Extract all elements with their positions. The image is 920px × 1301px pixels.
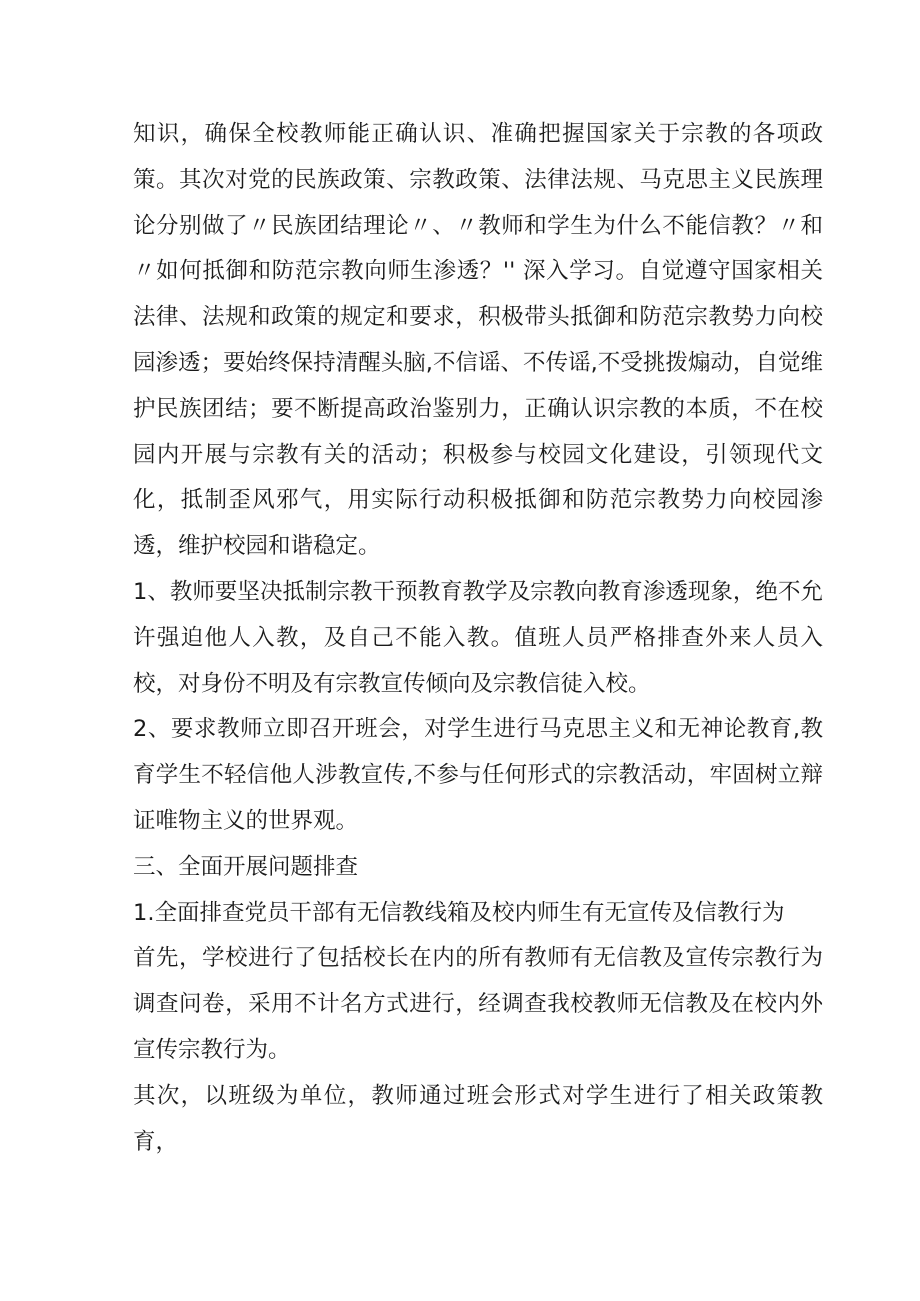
document-body [133,112,823,1165]
paragraph-item-1-resist-religion: 1、教师要坚决抵制宗教干预教育教学及宗教向教育渗透现象，绝不允许强迫他人入教，及自己不能入教。值班人员严格排查外来人员入校，对身份不明及有宗教宣传倾向及宗教信徒入校。 [133,578,823,697]
section-heading-investigation: 三、全面开展问题排查 [133,853,359,880]
subheading-investigation-1: 1.全面排查党员干部有无信教线箱及校内师生有无宣传及信教行为 [133,899,785,926]
paragraph-teacher-survey: 首先，学校进行了包括校长在内的所有教师有无信教及宣传宗教行为调查问卷，采用不计名方式进行，经调查我校教师无信教及在校内外宣传宗教行为。 [133,945,823,1063]
paragraph-item-2-class-meeting: 2、要求教师立即召开班会，对学生进行马克思主义和无神论教育,教育学生不轻信他人涉教宣传,不参与任何形式的宗教活动，牢固树立辩证唯物主义的世界观。 [133,716,823,834]
paragraph-policy-study: 知识，确保全校教师能正确认识、准确把握国家关于宗教的各项政策。其次对党的民族政策、宗教政策、法律法规、马克思主义民族理论分别做了〃民族团结理论〃、〃教师和学生为什么不能信教？〃和〃如何抵御和防范宗教向师生渗透？'' 深入学习。自觉遵守国家相关法律、法规和政策的规定和要求，积极带头抵御和防范宗教势力向校园渗透；要始终保持清醒头脑,不信谣、不传谣,不受挑拨煽动，自觉维护民族团结；要不断提高政治鉴别力，正确认识宗教的本质，不在校园内开展与宗教有关的活动；积极参与校园文化建设，引领现代文化，抵制歪风邪气，用实际行动积极抵御和防范宗教势力向校园渗透，维护校园和谐稳定。 [133,121,823,560]
paragraph-class-education: 其次，以班级为单位，教师通过班会形式对学生进行了相关政策教育， [133,1082,823,1155]
